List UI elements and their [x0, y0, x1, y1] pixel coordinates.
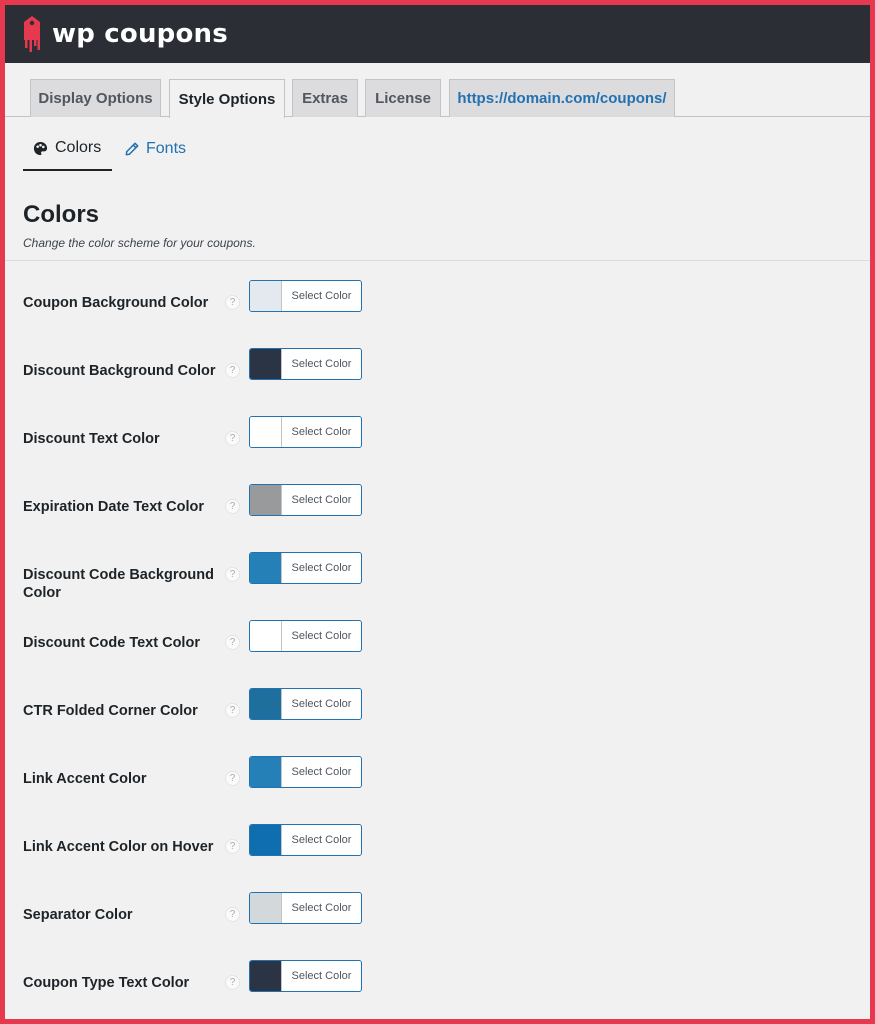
section-title: Colors — [23, 201, 100, 228]
color-setting-row — [23, 426, 870, 470]
select-color-label: Select Color — [291, 358, 352, 370]
select-color-button[interactable] — [249, 960, 362, 992]
select-color-label: Select Color — [291, 834, 352, 846]
color-setting-label: Expiration Date Text Color — [23, 499, 205, 515]
color-setting-row — [23, 766, 870, 810]
color-setting-row — [23, 698, 870, 742]
section-divider — [5, 260, 870, 261]
color-setting-label: Discount Code Text Color — [23, 635, 200, 651]
select-color-label: Select Color — [291, 902, 352, 914]
select-color-button[interactable] — [249, 688, 362, 720]
color-setting-label: Discount Background Color — [23, 363, 216, 379]
select-color-button[interactable] — [249, 348, 362, 380]
tab-style-options[interactable]: Style Options — [169, 79, 285, 118]
color-setting-label: Discount Text Color — [23, 431, 160, 447]
select-color-button[interactable] — [249, 484, 362, 516]
select-color-button[interactable] — [249, 280, 362, 312]
select-color-label: Select Color — [291, 630, 352, 642]
color-swatch — [250, 349, 282, 379]
color-setting-row — [23, 494, 870, 538]
help-tooltip-icon[interactable]: ? — [225, 499, 240, 514]
color-swatch — [250, 825, 282, 855]
help-tooltip-icon[interactable]: ? — [225, 635, 240, 650]
select-color-button[interactable] — [249, 552, 362, 584]
brand-name: wp coupons — [52, 19, 228, 49]
select-color-label: Select Color — [291, 426, 352, 438]
main-tabs — [5, 79, 870, 117]
select-color-button[interactable] — [249, 620, 362, 652]
palette-icon — [33, 141, 48, 156]
help-tooltip-icon[interactable]: ? — [225, 567, 240, 582]
help-tooltip-icon[interactable]: ? — [225, 703, 240, 718]
select-color-label: Select Color — [291, 970, 352, 982]
app-frame — [5, 5, 870, 1019]
subtab-colors[interactable] — [23, 127, 112, 171]
color-setting-row — [23, 970, 870, 1014]
select-color-label: Select Color — [291, 766, 352, 778]
color-swatch — [250, 417, 282, 447]
color-setting-label: Coupon Type Text Color — [23, 975, 190, 991]
top-header-bar — [5, 5, 870, 63]
help-tooltip-icon[interactable]: ? — [225, 839, 240, 854]
color-swatch — [250, 281, 282, 311]
help-tooltip-icon[interactable]: ? — [225, 431, 240, 446]
color-setting-label: Coupon Background Color — [23, 295, 209, 311]
color-swatch — [250, 553, 282, 583]
color-setting-label: Link Accent Color on Hover — [23, 839, 214, 855]
color-setting-label: CTR Folded Corner Color — [23, 703, 198, 719]
help-tooltip-icon[interactable]: ? — [225, 975, 240, 990]
select-color-label: Select Color — [291, 290, 352, 302]
color-setting-row — [23, 834, 870, 878]
tab-extras[interactable]: Extras — [292, 79, 358, 117]
color-swatch — [250, 485, 282, 515]
color-setting-row — [23, 358, 870, 402]
color-setting-row — [23, 562, 870, 606]
color-setting-row — [23, 290, 870, 334]
wp-coupons-logo-icon — [21, 14, 43, 54]
select-color-button[interactable] — [249, 416, 362, 448]
subtab-colors-label: Colors — [55, 139, 102, 156]
select-color-label: Select Color — [291, 562, 352, 574]
pencil-icon — [125, 142, 139, 156]
help-tooltip-icon[interactable]: ? — [225, 907, 240, 922]
help-tooltip-icon[interactable]: ? — [225, 363, 240, 378]
tab-display-options[interactable]: Display Options — [30, 79, 161, 117]
color-setting-label: Link Accent Color — [23, 771, 147, 787]
help-tooltip-icon[interactable]: ? — [225, 771, 240, 786]
help-tooltip-icon[interactable]: ? — [225, 295, 240, 310]
color-setting-label: Separator Color — [23, 907, 133, 923]
select-color-button[interactable] — [249, 824, 362, 856]
select-color-button[interactable] — [249, 892, 362, 924]
subtab-fonts-label: Fonts — [146, 140, 187, 157]
color-swatch — [250, 961, 282, 991]
color-setting-row — [23, 630, 870, 674]
select-color-label: Select Color — [291, 494, 352, 506]
color-swatch — [250, 621, 282, 651]
color-swatch — [250, 893, 282, 923]
select-color-label: Select Color — [291, 698, 352, 710]
tab-license[interactable]: License — [365, 79, 441, 117]
color-setting-row — [23, 902, 870, 946]
section-description: Change the color scheme for your coupons. — [23, 236, 256, 250]
color-setting-label: Discount Code Background Color — [23, 567, 214, 601]
color-swatch — [250, 757, 282, 787]
select-color-button[interactable] — [249, 756, 362, 788]
color-swatch — [250, 689, 282, 719]
subtab-fonts[interactable] — [125, 127, 205, 171]
tab-coupons-url-link[interactable]: https://domain.com/coupons/ — [449, 79, 675, 117]
